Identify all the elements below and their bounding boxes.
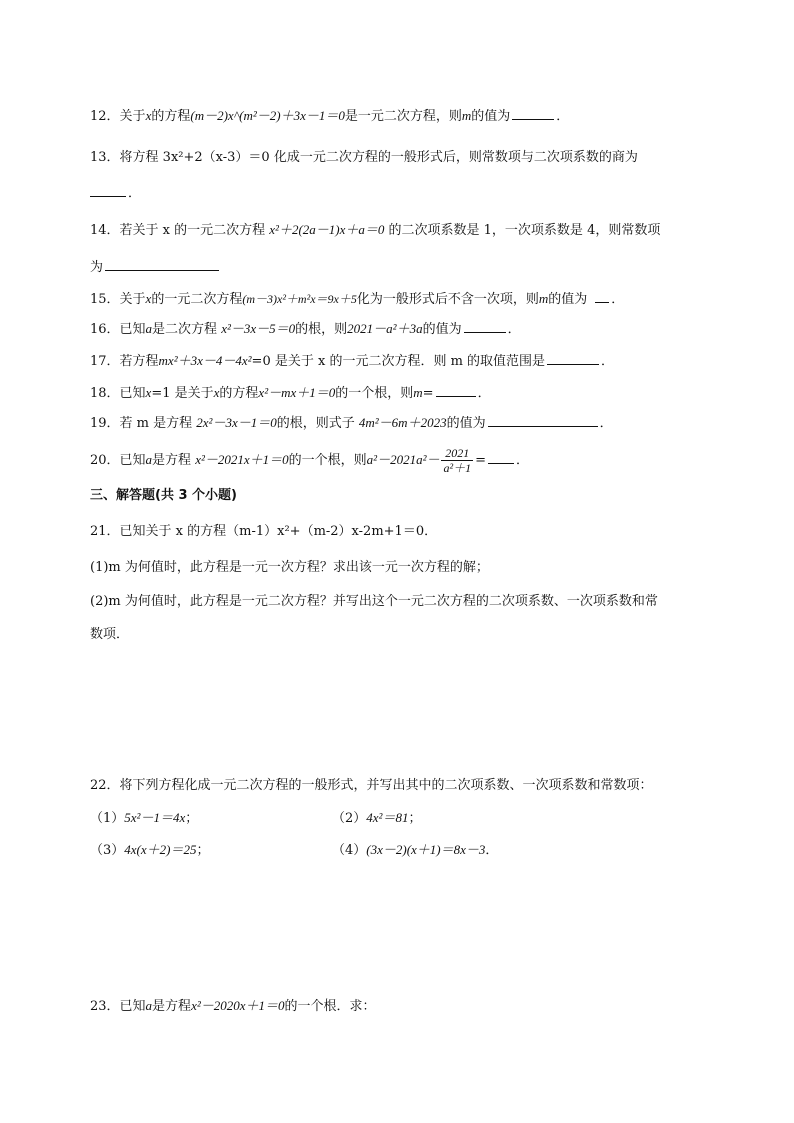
q23-text-3: 的一个根．求：: [284, 999, 376, 1014]
q12-number: 12．: [90, 109, 120, 124]
question-22-row-2: [90, 840, 694, 861]
q12-text-2: 的方程: [151, 109, 191, 124]
q19-text-2: 的根，则式子: [276, 416, 355, 431]
q18-var-x-2: x: [213, 385, 220, 400]
q20-text: 20．已知: [90, 453, 146, 468]
q18-var-x: x: [145, 385, 152, 400]
question-21-part-2: (2)m 为何值时，此方程是一元二次方程？并写出这个一元二次方程的二次项系数、一次项系数和常: [90, 594, 658, 609]
q18-text-3: 的方程: [219, 386, 259, 401]
q15-var-x: x: [145, 291, 152, 306]
q15-var-m: m: [538, 291, 549, 306]
question-12: [90, 105, 694, 127]
question-23: [90, 996, 694, 1017]
q20-expression: a²－2021a²－: [366, 452, 440, 467]
q15-text-4: 的值为: [548, 292, 588, 307]
q19-answer-blank[interactable]: [488, 412, 598, 427]
q19-expression: 4m²－6m＋2023: [358, 415, 447, 430]
q14-answer-blank[interactable]: [105, 256, 219, 271]
q22-item-1-sep: ；: [185, 811, 199, 826]
q16-text-2: 是二次方程: [152, 322, 218, 337]
q12-answer-blank[interactable]: [512, 105, 554, 120]
q22-item-4: [332, 840, 498, 861]
q18-text: 18．已知: [90, 386, 146, 401]
question-19: [90, 412, 694, 434]
q20-equals: =: [475, 453, 486, 468]
q22-item-3-label: （3）: [90, 843, 125, 858]
q22-item-3-sep: ；: [196, 843, 210, 858]
q12-text-3: 是一元二次方程，则: [344, 109, 462, 124]
q16-var-a: a: [145, 321, 153, 336]
question-22-row-1: [90, 808, 694, 829]
q20-answer-blank[interactable]: [488, 449, 514, 464]
q23-var-a: a: [145, 998, 153, 1013]
q12-equation: (m－2)x^(m²－2)＋3x－1＝0: [190, 108, 345, 123]
q17-end: ．: [601, 354, 615, 369]
question-22: 22．将下列方程化成一元二次方程的一般形式，并写出其中的二次项系数、一次项系数和常数项：: [90, 778, 653, 793]
q23-text-2: 是方程: [152, 999, 192, 1014]
q16-text: 16．已知: [90, 322, 146, 337]
q20-fraction-denominator: a²＋1: [443, 461, 472, 475]
q19-text: 19．若 m 是方程: [90, 416, 193, 431]
q16-expression: 2021－a²＋3a: [347, 321, 423, 336]
q15-end: ．: [611, 292, 625, 307]
question-15: [90, 288, 694, 310]
q20-fraction: [441, 446, 473, 475]
q20-var-a: a: [145, 452, 153, 467]
q22-item-1-equation: 5x²－1＝4x: [124, 810, 186, 825]
q22-item-4-label: （4）: [332, 843, 367, 858]
q18-text-4: 的一个根，则: [335, 386, 414, 401]
q15-text: 15．关于: [90, 292, 146, 307]
q16-equation: x²－3x－5＝0: [221, 321, 296, 336]
q16-text-3: 的根，则: [295, 322, 348, 337]
q17-equation: mx²＋3x－4－4x²: [158, 353, 252, 368]
q22-item-2-equation: 4x²＝81: [366, 810, 409, 825]
q22-item-3-equation: 4x(x＋2)＝25: [124, 842, 197, 857]
q23-equation: x²－2020x＋1＝0: [191, 998, 285, 1013]
q18-end: ．: [477, 386, 491, 401]
q22-item-4-sep: ．: [485, 843, 499, 858]
q16-answer-blank[interactable]: [464, 318, 506, 333]
q18-equation: x²－mx＋1＝0: [258, 385, 336, 400]
q15-equation: (m－3)x²＋m²x＝9x＋5: [242, 292, 357, 306]
q14-text-2: 的二次项系数是 1，一次项系数是 4，则常数项: [388, 223, 661, 238]
q13-text: 13．将方程 3x²+2（x-3）＝0 化成一元二次方程的一般形式后，则常数项与二次项系数的商为: [90, 150, 638, 165]
q17-answer-blank[interactable]: [547, 350, 599, 365]
q18-var-m: m: [413, 385, 423, 400]
question-20: [90, 445, 694, 476]
q20-end: ．: [515, 453, 529, 468]
q22-item-2-sep: ；: [408, 811, 422, 826]
q22-item-2-label: （2）: [332, 811, 367, 826]
q19-text-3: 的值为: [446, 416, 486, 431]
question-14-line-2: [90, 256, 694, 278]
q19-end: ．: [599, 416, 613, 431]
question-21-part-1: (1)m 为何值时，此方程是一元一次方程？求出该一元一次方程的解；: [90, 560, 489, 575]
question-21: 21．已知关于 x 的方程（m-1）x²+（m-2）x-2m+1＝0．: [90, 524, 438, 539]
q20-equation: x²－2021x＋1＝0: [195, 452, 289, 467]
q22-item-1-label: （1）: [90, 811, 125, 826]
q12-end: ．: [556, 109, 570, 124]
q14-equation: x²＋2(2a－1)x＋a＝0: [269, 222, 385, 237]
q13-end: ．: [128, 186, 142, 201]
q20-text-2: 是方程: [152, 453, 192, 468]
question-13: [90, 148, 694, 168]
question-18: [90, 382, 694, 404]
q20-text-3: 的一个根，则: [288, 453, 367, 468]
question-13-line-2: [90, 182, 694, 204]
question-17: [90, 350, 694, 372]
q19-equation: 2x²－3x－1＝0: [196, 415, 277, 430]
q23-text: 23．已知: [90, 999, 146, 1014]
q12-text: 关于: [119, 109, 146, 124]
question-14: [90, 220, 694, 241]
q18-equals: =: [422, 386, 434, 401]
q18-answer-blank[interactable]: [436, 382, 476, 397]
q12-var-m: m: [461, 108, 472, 123]
q22-item-2: [332, 808, 421, 829]
q14-text: 14．若关于 x 的一元二次方程: [90, 223, 266, 238]
question-21-part-2-cont: 数项．: [90, 627, 130, 642]
q17-text-2: =0 是关于 x 的一元二次方程．则 m 的取值范围是: [251, 354, 546, 369]
q22-item-4-equation: (3x－2)(x＋1)＝8x－3: [366, 842, 486, 857]
q16-text-4: 的值为: [422, 322, 462, 337]
q14-text-3: 为: [90, 260, 104, 275]
q20-fraction-numerator: 2021: [441, 446, 473, 461]
q18-text-2: =1 是关于: [151, 386, 214, 401]
q15-text-2: 的一元二次方程: [151, 292, 243, 307]
q15-answer-blank[interactable]: [595, 288, 609, 303]
q17-text: 17．若方程: [90, 354, 159, 369]
q12-var-x: x: [145, 108, 152, 123]
section-3-heading: 三、解答题(共 3 个小题): [90, 488, 237, 503]
q16-end: ．: [507, 322, 521, 337]
q12-text-4: 的值为: [471, 109, 511, 124]
q15-text-3: 化为一般形式后不含一次项，则: [356, 292, 539, 307]
question-16: [90, 318, 694, 340]
q13-answer-blank[interactable]: [90, 182, 126, 197]
